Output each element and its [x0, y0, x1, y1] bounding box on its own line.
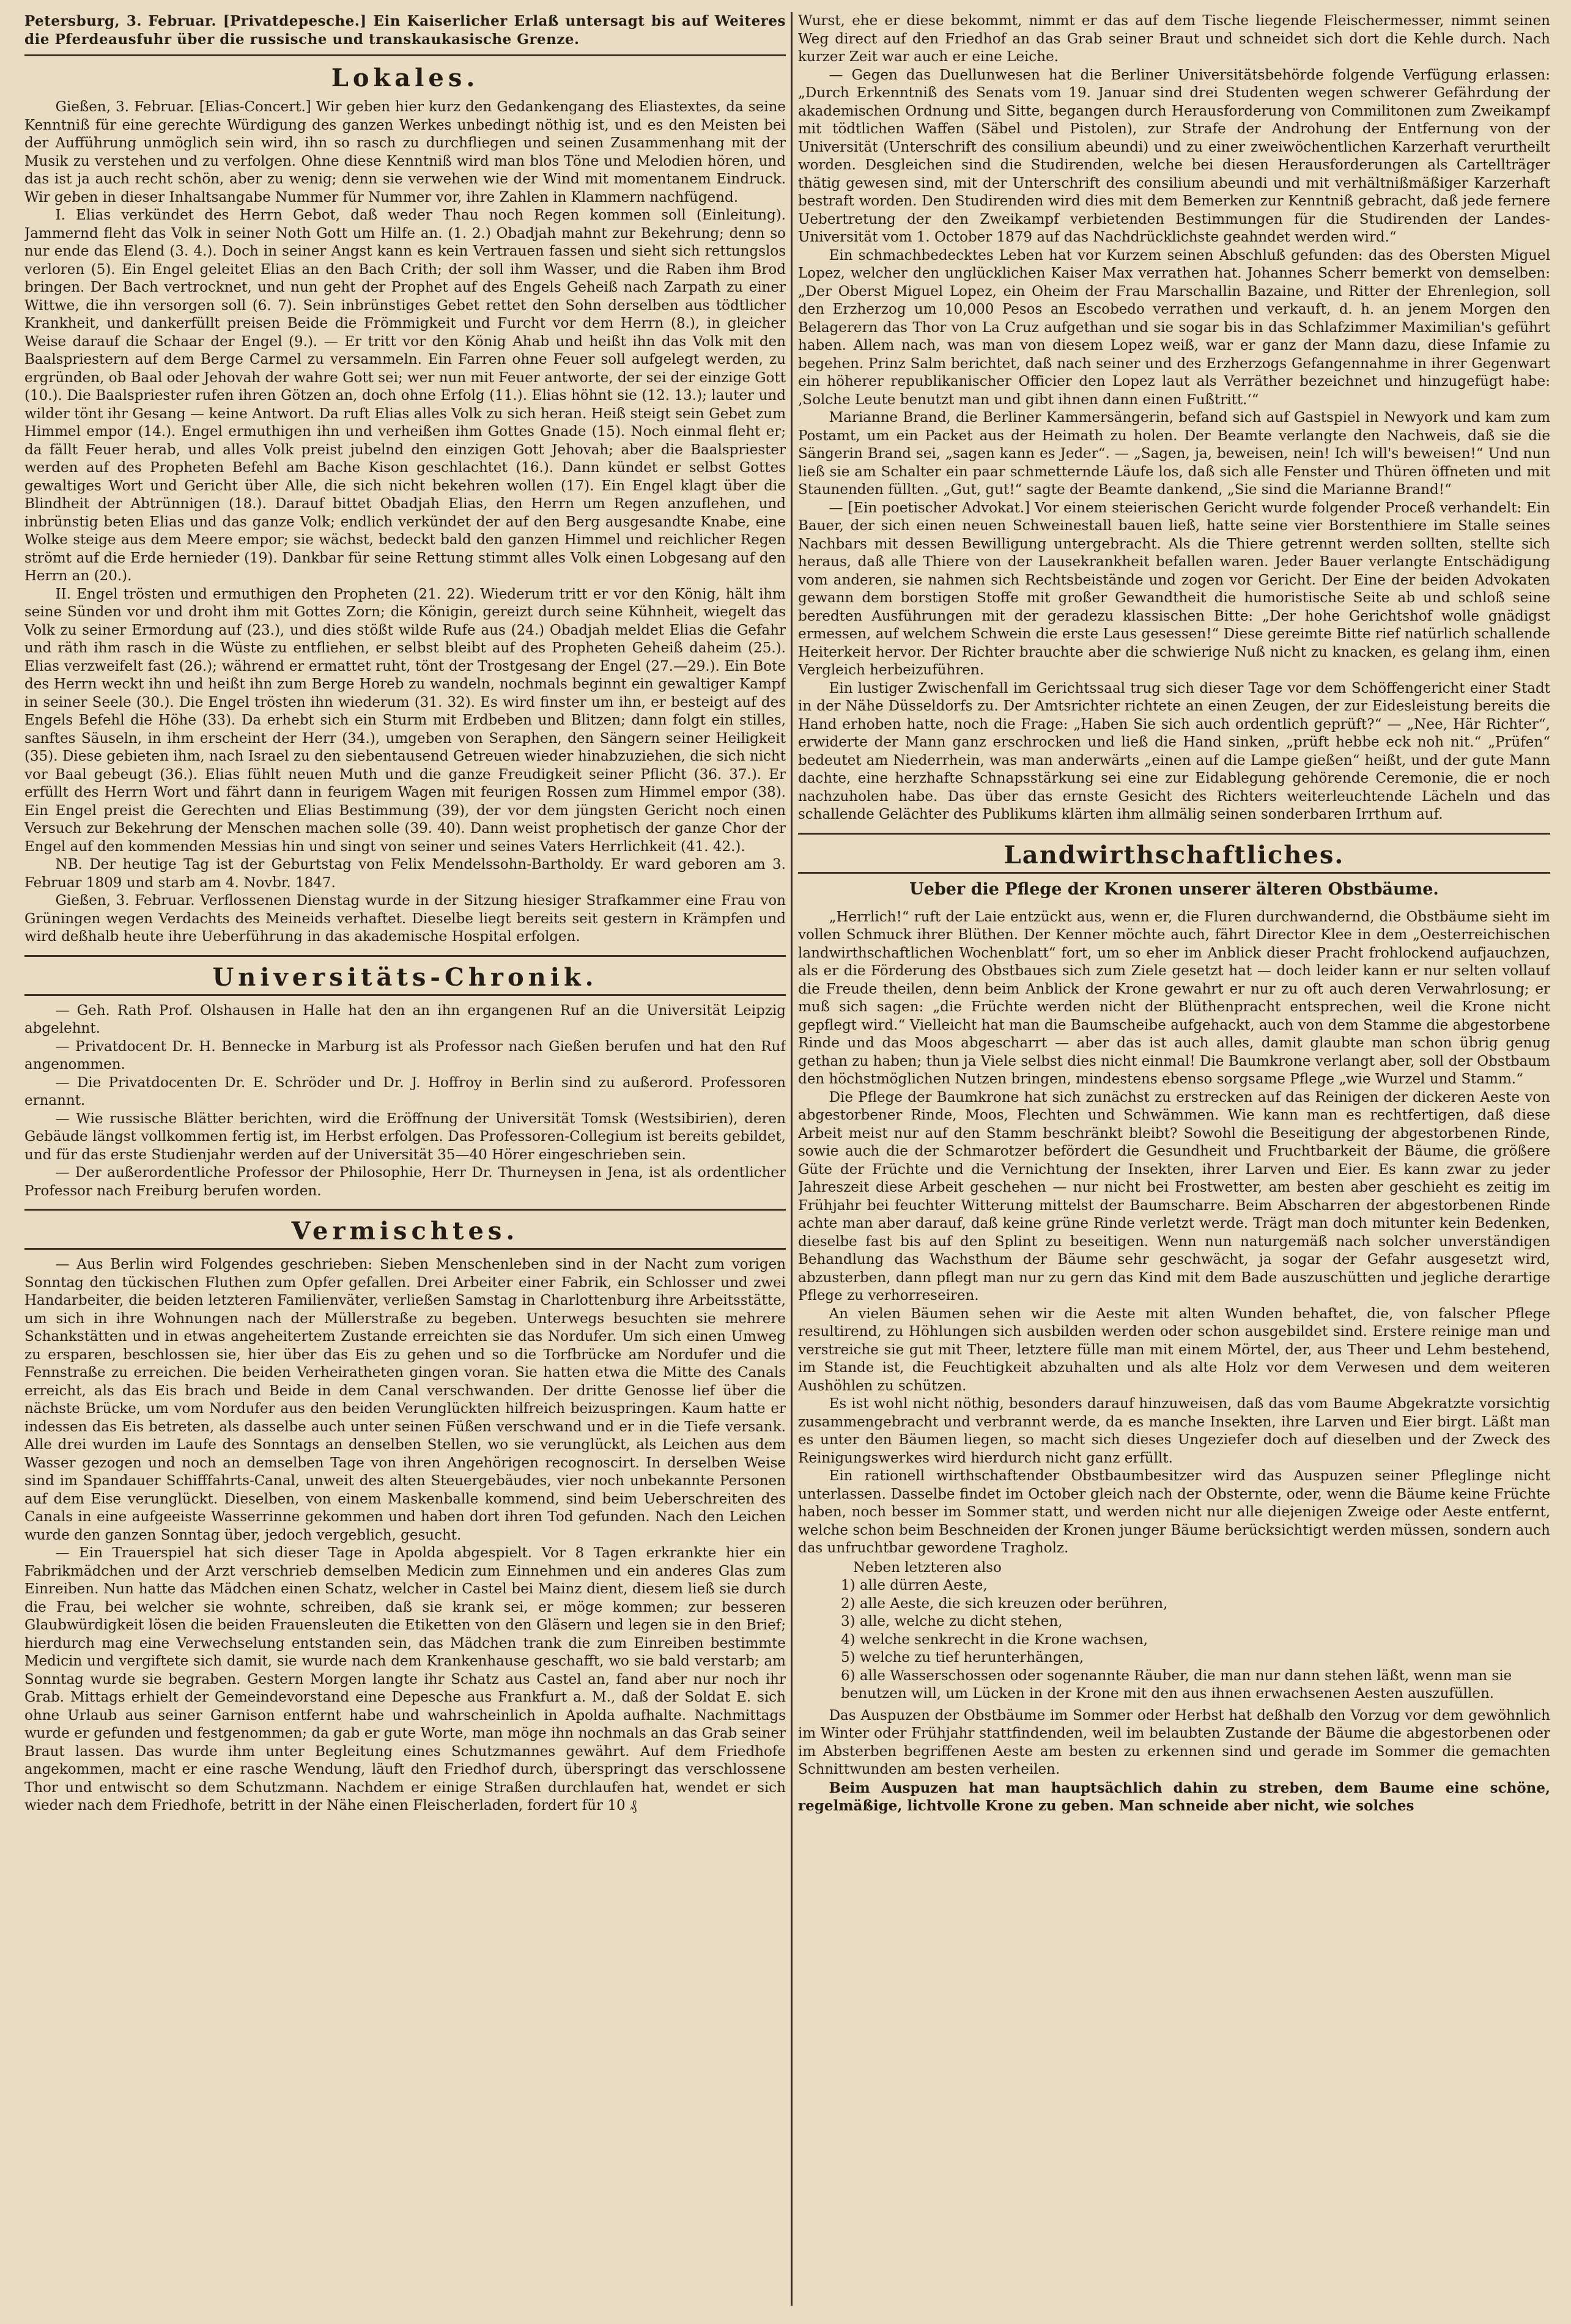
- section-divider: [24, 54, 786, 56]
- article-paragraph: Wurst, ehe er diese bekommt, nimmt er das auf dem Tische liegende Fleischermesser, nimmt seinen Weg direct auf den Friedhof an das Grab seiner Braut und schneidet sich dort die Kehle durch. Nach kurzer Zeit war auch er eine Leiche.: [798, 13, 1550, 65]
- article-paragraph: Gießen, 3. Februar. [Elias-Concert.] Wir geben hier kurz den Gedankengang des Eliastextes, da seine Kenntniß für eine gerechte Würdigung des ganzen Werkes unbedingt nöthig ist, und es den Meisten bei der Aufführung unmöglich sein wird, ihn so rasch zu durchfliegen und seinen Zusammenhang mit der Musik zu verstehen und zu verfolgen. Ohne diese Kenntniß wird man blos Töne und Melodien hören, und das ist ja auch recht schön, aber zu wenig; denn sie verwehen wie der Wind mit momentanem Eindruck. Wir geben in dieser Inhaltsangabe Nummer für Nummer vor, ihre Zahlen in Klammern nachfügend.: [24, 99, 786, 205]
- article-paragraph: I. Elias verkündet des Herrn Gebot, daß weder Thau noch Regen kommen soll (Einleitung). Jammernd fleht das Volk in seiner Noth Gott um Hilfe an. (1. 2.) Obadjah mahnt zur Bekehrung; denn so nur ende das Elend (3. 4.). Doch in seiner Angst kann es kein Vertrauen fassen und sieht sich rettungslos verloren (5). Ein Engel geleitet Elias an den Bach Crith; der soll ihm Wasser, und die Raben ihm Brod bringen. Der Bach vertrocknet, und nun geht der Prophet auf des Engels Geheiß nach Zarpath zu einer Wittwe, die ihn versorgen soll (6. 7). Sein inbrünstiges Gebet rettet den Sohn derselben aus tödtlicher Krankheit, und dankerfüllt preisen Beide die Frömmigkeit und Furcht vor dem Herrn (8.), in gleicher Weise darauf die Schaar der Engel (9.). — Er tritt vor den König Ahab und heißt ihn das Volk mit den Baalspriestern auf dem Berge Carmel zu versammeln. Ein Farren ohne Feuer soll aufgelegt werden, zu ergründen, ob Baal oder Jehovah der wahre Gott sei; wer nun mit Feuer antworte, der sei der einzige Gott (10.). Die Baalspriester rufen ihren Götzen an, doch ohne Erfolg (11.). Elias höhnt sie (12. 13.); lauter und wilder tönt ihr Gesang — keine Antwort. Da ruft Elias alles Volk zu sich heran. Heiß steigt sein Gebet zum Himmel empor (14.). Engel ermuthigen ihn und verheißen ihm Gottes Gnade (15). Noch einmal fleht er; da fällt Feuer herab, und alles Volk preist jubelnd den einzigen Gott Jehovah; aber die Baalspriester werden auf des Propheten Befehl am Bache Kison geschlachtet (16.). Dann kündet er selbst Gottes gewaltiges Wort und Gericht über Alle, die sich nicht bekehren wollen (17). Ein Engel klagt über die Blindheit der Abtrünnigen (18.). Darauf bittet Obadjah Elias, den Herrn um Regen anzuflehen, und inbrünstig beten Elias und das ganze Volk; endlich verkündet der auf den Berg ausgesandte Knabe, eine Wolke steige aus dem Meere empor; sie wächst, bedeckt bald den ganzen Himmel und reichlicher Regen strömt auf die Erde hernieder (19). Dankbar für seine Rettung stimmt alles Volk einen Lobgesang auf den Herrn an (20.).: [24, 207, 786, 584]
- article-paragraph: Ein lustiger Zwischenfall im Gerichtssaal trug sich dieser Tage vor dem Schöffengericht einer Stadt in der Nähe Düsseldorfs zu. Der Amtsrichter richtete an einen Zeugen, der zur Eidesleistung bereits die Hand erhoben hatte, noch die Frage: „Haben Sie sich auch ordentlich geprüft?“ — „Nee, Här Richter“, erwiderte der Mann ganz erschrocken und ließ die Hand sinken, „prüft hebbe eck noh nit.“ „Prüfen“ bedeutet am Niederrhein, was man anderwärts „einen auf die Lampe gießen“ heißt, und der gute Mann dachte, eine herzhafte Schnapsstärkung sei eine zur Eidablegung gehörende Ceremonie, die er noch nachzuholen habe. Das über das ernste Gesicht des Richters weiterleuchtende Lächeln und das schallende Gelächter des Publikums klärten ihm allmälig seinen sonderbaren Irrthum auf.: [798, 680, 1550, 822]
- article-paragraph: Es ist wohl nicht nöthig, besonders darauf hinzuweisen, daß das vom Baume Abgekratzte vorsichtig zusammengebracht und verbrannt werde, da es manche Insekten, ihre Larven und Eier birgt. Läßt man es unter den Bäumen liegen, so macht sich dieses Ungeziefer doch auf dieselben und der Zweck des Reinigungswerkes wird hierdurch nicht ganz erfüllt.: [798, 1396, 1550, 1466]
- right-column: [798, 12, 1550, 2306]
- article-paragraph: — Privatdocent Dr. H. Bennecke in Marburg ist als Professor nach Gießen berufen und hat den Ruf angenommen.: [24, 1038, 786, 1072]
- article-paragraph: Beim Auspuzen hat man hauptsächlich dahin zu streben, dem Baume eine schöne, regelmäßige, lichtvolle Krone zu geben. Man schneide aber nicht, wie solches: [798, 1779, 1550, 1814]
- article-subheading: Ueber die Pflege der Kronen unserer älteren Obstbäume.: [909, 879, 1439, 899]
- article-paragraph: — Geh. Rath Prof. Olshausen in Halle hat den an ihn ergangenen Ruf an die Universität Leipzig abgelehnt.: [24, 1002, 786, 1036]
- list-item: 2) alle Aeste, die sich kreuzen oder berühren,: [841, 1595, 1168, 1612]
- pruning-list: [841, 1559, 1550, 1703]
- article-paragraph: „Herrlich!“ ruft der Laie entzückt aus, wenn er, die Fluren durchwandernd, die Obstbäume sieht im vollen Schmuck ihrer Blüthen. Der Kenner möchte auch, fährt Director Klee in dem „Oesterreichischen landwirthschaftlichen Wochenblatt“ fort, um so eher im Anblick dieser Pracht frohlockend aufjauchzen, als er die Förderung des Obstbaues sich zum Ziele gesetzt hat — doch leider kann er nur selten vollauf die Freude theilen, denn beim Anblick der Krone gewahrt er nur zu oft auch deren Verwahrlosung; er muß sich sagen: „die Früchte werden nicht der Blüthenpracht entsprechen, weil die Krone nicht gepflegt wird.“ Vielleicht hat man die Baumscheibe aufgehackt, auch von dem Stamme die abgestorbene Rinde und das Moos abgescharrt — aber das ist auch alles, damit glaubte man schon übrig genug gethan zu haben; thun ja Viele selbst dies nicht einmal! Die Baumkrone verlangt aber, soll der Obstbaum den höchstmöglichen Nutzen bringen, mindestens ebenso sorgsame Pflege „wie Wurzel und Stamm.“: [798, 909, 1550, 1087]
- section-heading-box: [24, 955, 786, 996]
- list-item: 4) welche senkrecht in die Krone wachsen,: [841, 1631, 1148, 1648]
- article-paragraph: Gießen, 3. Februar. Verflossenen Dienstag wurde in der Sitzung hiesiger Strafkammer eine Frau von Grüningen wegen Verdachts des Meineids verhaftet. Dieselbe liegt bereits seit gestern in Krämpfen und wird deßhalb heute ihre Ueberführung in das akademische Hospital erfolgen.: [24, 893, 786, 945]
- article-paragraph: — [Ein poetischer Advokat.] Vor einem steierischen Gericht wurde folgender Proceß verhandelt: Ein Bauer, der sich einen neuen Schweinestall bauen ließ, hatte seine vier Borstenthiere im Stalle seines Nachbars mit dessen Bewilligung untergebracht. Als die Thiere getrennt werden sollten, stellte sich heraus, daß alle Thiere von der Lausekrankheit befallen waren. Jeder Bauer verlangte Entschädigung vom anderen, sie nahmen sich Rechtsbeistände und zogen vor Gericht. Der Eine der beiden Advokaten gewann dem borstigen Stoffe mit großer Gewandtheit die humoristische Seite ab und schloß seine beredten Ausführungen mit der geradezu klassischen Bitte: „Der hohe Gerichtshof wolle gnädigst ermessen, auf welchem Schwein die erste Laus gesessen!“ Diese gereimte Bitte rief natürlich schallende Heiterkeit hervor. Der Richter brauchte aber die schwierige Nuß nicht zu knacken, es gelang ihm, einen Vergleich herbeizuführen.: [798, 500, 1550, 678]
- section-heading-box: [24, 1209, 786, 1250]
- article-paragraph: Marianne Brand, die Berliner Kammersängerin, befand sich auf Gastspiel in Newyork und kam zum Postamt, um ein Packet aus der Heimath zu holen. Der Beamte verlangte den Nachweis, daß sie die Sängerin Brand sei, „sagen kann es Jeder“. — „Sagen, ja, beweisen, nein! Ich will's beweisen!“ Und nun ließ sie am Schalter ein paar schmetternde Läufe los, daß sich alle Fenster und Thüren öffneten und mit Staunenden füllten. „Gut, gut!“ sagte der Beamte dankend, „Sie sind die Marianne Brand!“: [798, 410, 1550, 498]
- article-paragraph: Das Auspuzen der Obstbäume im Sommer oder Herbst hat deßhalb den Vorzug vor dem gewöhnlich im Winter oder Frühjahr stattfindenden, weil im belaubten Zustande der Bäume die abgestorbenen oder im Absterben begriffenen Aeste am besten zu erkennen sind und gerade im Sommer die gemachten Schnittwunden am besten verheilen.: [798, 1707, 1550, 1777]
- section-heading-universitaets: Universitäts-Chronik.: [212, 962, 598, 992]
- article-paragraph: — Der außerordentliche Professor der Philosophie, Herr Dr. Thurneysen in Jena, ist als ordentlicher Professor nach Freiburg berufen worden.: [24, 1165, 786, 1199]
- article-paragraph: II. Engel trösten und ermuthigen den Propheten (21. 22). Wiederum tritt er vor den König, hält ihm seine Sünden vor und droht ihm mit Gottes Zorn; die Königin, gereizt durch seine Kühnheit, wiegelt das Volk zu seiner Ermordung auf (23.), und dies stößt wilde Rufe aus (24.) Obadjah meldet Elias die Gefahr und räth ihm rasch in die Wüste zu entfliehen, er selbst bleibt auf des Propheten Geheiß daheim (25.). Elias verzweifelt fast (26.); während er ermattet ruht, tönt der Trostgesang der Engel (27.—29.). Ein Bote des Herrn weckt ihn und heißt ihn zum Berge Horeb zu wandeln, nochmals beginnt ein gewaltiger Kampf in seiner Seele (30.). Die Engel trösten ihn wiederum (31. 32). Es wird finster um ihn, er besteigt auf des Engels Befehl die Höhe (33). Da erhebt sich ein Sturm mit Erdbeben und Blitzen; dann folgt ein stilles, sanftes Säuseln, in ihm erscheint der Herr (34.), umgeben von Seraphen, den Sängern seiner Heiligkeit (35). Diese gebieten ihm, nach Israel zu den siebentausend Getreuen wieder hinabzuziehen, die sich nicht vor Baal gebeugt (36.). Elias fühlt neuen Muth und die ganze Freudigkeit seiner Pflicht (36. 37.). Er erfüllt des Herrn Wort und fährt dann in feurigem Wagen mit feurigen Rossen zum Himmel empor (38). Ein Engel preist die Gerechten und Elias Bestimmung (39), der vor dem jüngsten Gericht noch einen Versuch zur Bekehrung der Menschen machen solle (39. 40). Dann weist prophetisch der ganze Chor der Engel auf den kommenden Messias hin und singt von seiner und seines Vaters Herrlichkeit (41. 42.).: [24, 586, 786, 855]
- section-vermischtes-continued: [798, 12, 1550, 824]
- article-paragraph: Ein schmachbedecktes Leben hat vor Kurzem seinen Abschluß gefunden: das des Obersten Miguel Lopez, welcher den unglücklichen Kaiser Max verrathen hat. Johannes Scherr bemerkt von demselben: „Der Oberst Miguel Lopez, ein Oheim der Frau Marschallin Bazaine, und Ritter der Ehrenlegion, soll den Erzherzog um 10,000 Pesos an Escobedo verrathen und verkauft, d. h. an jenem Morgen den Belagerern das Thor von La Cruz aufgethan und sie sogar bis in das Schlafzimmer Maximilian's geführt haben. Allem nach, was man von diesem Lopez weiß, war er ganz der Mann dazu, diese Infamie zu begehen. Prinz Salm berichtet, daß nach seiner und des Erzherzogs Gefangennahme in ihrer Gegenwart ein höherer republikanischer Officier den Lopez laut als Verräther bezeichnet und hinzugefügt habe: ‚Solche Leute benutzt man und gibt ihnen dann einen Fußtritt.‘“: [798, 247, 1550, 408]
- list-item: 5) welche zu tief herunterhängen,: [841, 1650, 1084, 1666]
- article-paragraph: Ein rationell wirthschaftender Obstbaumbesitzer wird das Auspuzen seiner Pfleglinge nicht unterlassen. Dasselbe findet im October gleich nach der Obsternte, oder, wenn die Bäume keine Früchte haben, noch besser im Sommer statt, und werden nicht nur alle diejenigen Zweige oder Aeste entfernt, welche schon beim Beschneiden der Kronen junger Bäume berücksichtigt werden müssen, sondern auch das unfruchtbar gewordene Tragholz.: [798, 1468, 1550, 1556]
- list-item: 6) alle Wasserschossen oder sogenannte Räuber, die man nur dann stehen läßt, wenn man sie benutzen will, um Lücken in der Krone mit den aus ihnen erwachsenen Aesten auszufüllen.: [841, 1667, 1512, 1702]
- article-paragraph: — Die Privatdocenten Dr. E. Schröder und Dr. J. Hoffroy in Berlin sind zu außerord. Professoren ernannt.: [24, 1074, 786, 1109]
- article-paragraph: — Aus Berlin wird Folgendes geschrieben: Sieben Menschenleben sind in der Nacht zum vorigen Sonntag den tückischen Fluthen zum Opfer gefallen. Drei Arbeiter einer Fabrik, ein Schlosser und zwei Handarbeiter, die beiden letzteren Familienväter, verließen Samstag in Charlottenburg ihre Arbeitsstätte, um sich in ihre Wohnungen nach der Müllerstraße zu begeben. Unterwegs besuchten sie mehrere Schankstätten und in etwas angeheitertem Zustande erreichten sie das Nordufer. Um sich einen Umweg zu ersparen, beschlossen sie, hier über das Eis zu gehen und so die Torfbrücke am Nordufer und die Fennstraße zu erreichen. Die beiden Verheiratheten gingen voran. Sie hatten etwa die Mitte des Canals erreicht, als das Eis brach und Beide in dem Canal verschwanden. Der dritte Genosse lief über die nächste Brücke, um vom Nordufer aus den beiden Verunglückten hilfreich beizuspringen. Kaum hatte er indessen das Eis betreten, als dasselbe auch unter seinen Füßen verschwand und er in die Tiefe versank. Alle drei wurden im Laufe des Sonntags an denselben Stellen, wo sie verunglückt, als Leichen aus dem Wasser gezogen und noch an demselben Tage von ihren Angehörigen recognoscirt. In derselben Weise sind im Spandauer Schifffahrts-Canal, unweit des alten Steuergebäudes, vier noch unbekannte Personen auf dem Eise verunglückt. Dieselben, von einem Maskenballe kommend, sind beim Ueberschreiten des Canals in eine aufgeeiste Wasserrinne gekommen und haben dort ihren Tod gefunden. Nach den Leichen wurde den ganzen Sonntag über, jedoch vergeblich, gesucht.: [24, 1256, 786, 1543]
- list-item: 1) alle dürren Aeste,: [841, 1577, 988, 1593]
- column-divider: [791, 12, 793, 2306]
- news-item-petersburg: Petersburg, 3. Februar. [Privatdepesche.] Ein Kaiserlicher Erlaß untersagt bis auf Weiteres die Pferdeausfuhr über die russische und transkaukasische Grenze.: [24, 13, 786, 48]
- section-heading-landwirthschaftliches: Landwirthschaftliches.: [1004, 840, 1345, 869]
- article-paragraph: Die Pflege der Baumkrone hat sich zunächst zu erstrecken auf das Reinigen der dickeren Aeste von abgestorbener Rinde, Moos, Flechten und Schwämmen. Wie kann man es rechtfertigen, daß diese Arbeit meist nur auf den Stamm beschränkt bleibt? Sowohl die Beseitigung der abgestorbenen Rinde, sowie auch die der Schmarotzer befördert die Gesundheit und Fruchtbarkeit der Bäume, die größere Güte der Früchte und die Vernichtung der Insekten, ihrer Larven und Eier. Es kann zwar zu jeder Jahreszeit diese Arbeit geschehen — nur nicht bei Frostwetter, am besten aber geschieht es zeitig im Frühjahr bei feuchter Witterung mittelst der Baumscharre. Beim Abscharren der abgestorbenen Rinde achte man aber darauf, daß keine grüne Rinde verletzt werde. Trägt man doch mitunter kein Bedenken, dieselbe fast bis auf den Splint zu beseitigen. Wenn nun naturgemäß nach solcher unverständigen Behandlung das Wachsthum der Bäume sehr geschwächt, ja sogar der Gefahr ausgesetzt wird, abzusterben, dann pflegt man nur zu gern das Kind mit dem Bade auszuschütten und jegliche derartige Pflege zu verhorreseiren.: [798, 1089, 1550, 1304]
- article-paragraph: — Gegen das Duellunwesen hat die Berliner Universitätsbehörde folgende Verfügung erlassen: „Durch Erkenntniß des Senats vom 19. Januar sind drei Studenten wegen schwerer Gefährdung der akademischen Ordnung und Sitte, begangen durch Herausforderung von Commilitonen zum Zweikampf mit tödtlichen Waffen (Säbel und Pistolen), zur Strafe der Androhung der Entfernung von der Universität (Unterschrift des consilium abeundi) und zu einer zweiwöchentlichen Karzerhaft verurtheilt worden. Desgleichen sind die Studirenden, welche bei diesen Herausforderungen als Cartellträger thätig gewesen sind, mit der Unterschrift des consilium abeundi und mit verhältnißmäßiger Karzerhaft bestraft worden. Den Studirenden wird dies mit dem Bemerken zur Kenntniß gebracht, daß jede fernere Uebertretung der den Zweikampf verbietenden Bestimmungen für die Studirenden der Landes-Universität vom 1. October 1879 auf das Nachdrücklichste geahndet werden wird.“: [798, 67, 1550, 245]
- section-universitaets-chronik: [24, 1002, 786, 1201]
- section-lokales: [24, 98, 786, 946]
- list-item: 3) alle, welche zu dicht stehen,: [841, 1614, 1063, 1629]
- article-paragraph: — Wie russische Blätter berichten, wird die Eröffnung der Universität Tomsk (Westsibirien), deren Gebäude längst vollkommen fertig ist, im Herbst erfolgen. Das Professoren-Collegium ist bereits gebildet, und für das erste Studienjahr werden auf der Universität 35—40 Hörer eingeschrieben sein.: [24, 1110, 786, 1163]
- list-intro: Neben letzteren also: [853, 1559, 1002, 1576]
- article-paragraph: NB. Der heutige Tag ist der Geburtstag von Felix Mendelssohn-Bartholdy. Er ward geboren am 3. Februar 1809 und starb am 4. Novbr. 1847.: [24, 857, 786, 891]
- section-heading-vermischtes: Vermischtes.: [291, 1217, 519, 1245]
- left-column: [24, 12, 786, 2306]
- article-paragraph: An vielen Bäumen sehen wir die Aeste mit alten Wunden behaftet, die, von falscher Pflege resultirend, zu Höhlungen sich ausbilden werden oder schon ausgebildet sind. Erstere reinige man und verstreiche sie gut mit Theer, letztere fülle man mit einem Mörtel, der, aus Theer und Lehm bestehend, im Stande ist, die Feuchtigkeit abzuhalten und als alte Holz vor dem Verwesen und dem weiteren Aushöhlen zu schützen.: [798, 1305, 1550, 1394]
- article-paragraph: — Ein Trauerspiel hat sich dieser Tage in Apolda abgespielt. Vor 8 Tagen erkrankte hier ein Fabrikmädchen und der Arzt verschrieb demselben Medicin zum Einnehmen und ein anderes Glas zum Einreiben. Nun hatte das Mädchen einen Schatz, welcher in Castel bei Mainz dient, diesem ließ sie durch die Frau, bei welcher sie wohnte, schreiben, daß sie krank sei, er möge kommen; zur besseren Glaubwürdigkeit lösen die beiden Frauensleuten die Etiketten von den Gläsern und legen sie in den Brief; hierdurch mag eine Verwechselung entstanden sein, das Mädchen trank die zum Einreiben bestimmte Medicin und vergiftete sich damit, sie wurde nach dem Krankenhause geschafft, wo sie bald verstarb; am Sonntag wurde sie begraben. Gestern Morgen langte ihr Schatz aus Castel an, fand aber nur noch ihr Grab. Mittags erhielt der Gemeindevorstand eine Depesche aus Frankfurt a. M., daß der Soldat E. sich ohne Urlaub aus seiner Garnison entfernt habe und wahrscheinlich in Apolda aufhalte. Nachmittags wurde er gefunden und festgenommen; da gab er gute Worte, man möge ihn nochmals an das Grab seiner Braut lassen. Das wurde ihm unter Begleitung eines Schutzmannes gewährt. Auf dem Friedhofe angekommen, macht er eine rasche Wendung, läuft den Friedhof durch, überspringt das verschlossene Thor und entwischt so dem Schutzmann. Nachdem er einige Straßen durchlaufen hat, wendet er sich wieder nach dem Friedhofe, betritt in der Nähe einen Fleischerladen, fordert für 10 ₰: [24, 1545, 786, 1813]
- section-heading-lokales: Lokales.: [331, 64, 479, 92]
- section-vermischtes: [24, 1256, 786, 1815]
- section-heading-box: [798, 833, 1550, 874]
- section-landwirthschaftliches: [798, 909, 1550, 1815]
